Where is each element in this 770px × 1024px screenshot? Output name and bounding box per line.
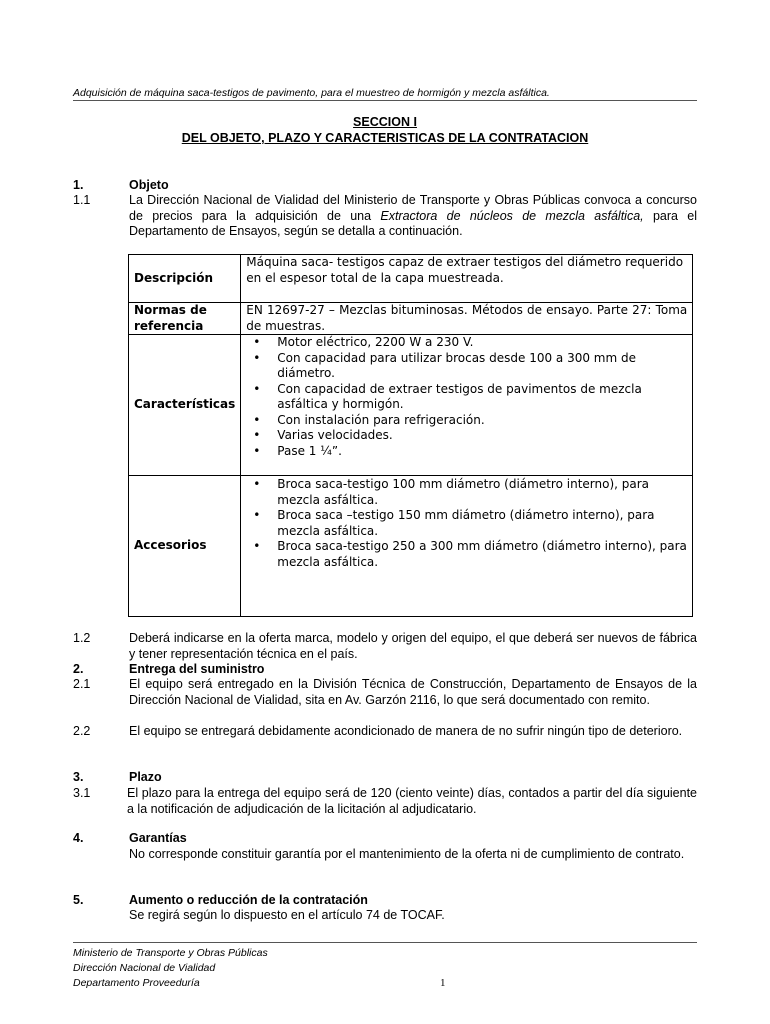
section-5-number: 5. [73, 893, 84, 907]
clause-1-1-text-a: La Dirección Nacional de Vialidad del Ministerio de Transporte y Obras Públicas convoca a concurso de precios para la adquisición de una [129, 193, 697, 223]
list-item: • Pase 1 ¼”. [277, 444, 687, 460]
section-3-number: 3. [73, 770, 84, 784]
clause-1-2-number: 1.2 [73, 631, 91, 645]
section-4-number: 4. [73, 831, 84, 845]
accessories-list [246, 477, 687, 570]
page-number: 1 [440, 977, 446, 989]
clause-2-1-text: El equipo será entregado en la División Técnica de Construcción, Departamento de Ensayos de la Dirección Nacional de Vialidad, sita en Av. Garzón 2116, lo que será documentado con remito. [129, 677, 697, 707]
section-5-title: Aumento o reducción de la contratación [129, 893, 368, 907]
clause-1-1-text-b: para el Departamento de Ensayos, según se detalla a continuación. [129, 208, 697, 238]
footer-ministry: Ministerio de Transporte y Obras Públicas [73, 947, 268, 959]
list-item: • Broca saca –testigo 150 mm diámetro (diámetro interno), para mezcla asfáltica. [277, 508, 687, 539]
clause-1-1-emphasis: Extractora de núcleos de mezcla asfáltica, [380, 208, 644, 223]
list-item: • Motor eléctrico, 2200 W a 230 V. [277, 335, 687, 351]
description-value: Máquina saca- testigos capaz de extraer testigos del diámetro requerido en el espesor total de la capa muestreada. [241, 255, 693, 303]
list-item: • Con capacidad para utilizar brocas desde 100 a 300 mm de diámetro. [277, 351, 687, 382]
clause-2-2-number: 2.2 [73, 724, 91, 738]
list-item: • Con instalación para refrigeración. [277, 413, 687, 429]
table-row-standards [129, 303, 693, 335]
characteristics-label: Características [129, 335, 241, 476]
characteristics-value [241, 335, 693, 476]
section-2-number: 2. [73, 662, 84, 676]
section-title: SECCION I [353, 115, 417, 129]
header-rule [73, 100, 697, 101]
clause-1-1-text [129, 193, 697, 240]
section-5-text: Se regirá según lo dispuesto en el artículo 74 de TOCAF. [129, 908, 445, 922]
section-3-title: Plazo [129, 770, 162, 784]
clause-3-1-number: 3.1 [73, 786, 91, 800]
section-subtitle: DEL OBJETO, PLAZO Y CARACTERISTICAS DE LA CONTRATACION [181, 131, 589, 145]
table-row-accessories [129, 476, 693, 617]
clause-2-2-text: El equipo se entregará debidamente acondicionado de manera de no sufrir ningún tipo de deterioro. [129, 724, 683, 738]
section-4-title: Garantías [129, 831, 187, 845]
standards-label: Normas de referencia [129, 303, 241, 335]
list-item: • Broca saca-testigo 100 mm diámetro (diámetro interno), para mezcla asfáltica. [277, 477, 687, 508]
specs-table [128, 254, 693, 617]
clause-1-2-text: Deberá indicarse en la oferta marca, modelo y origen del equipo, el que deberá ser nuevos de fábrica y tener representación técnica en el país. [129, 631, 697, 661]
clause-3-1-text: El plazo para la entrega del equipo será de 120 (ciento veinte) días, contados a partir del día siguiente a la notificación de adjudicación de la licitación al adjudicatario. [127, 786, 697, 816]
description-label: Descripción [129, 255, 241, 303]
characteristics-list [246, 335, 687, 459]
clause-1-1-number: 1.1 [73, 193, 91, 207]
footer-rule [73, 942, 697, 943]
accessories-value [241, 476, 693, 617]
table-row-description [129, 255, 693, 303]
clause-2-1-number: 2.1 [73, 677, 91, 691]
footer-department: Departamento Proveeduría [73, 977, 200, 989]
table-row-characteristics [129, 335, 693, 476]
section-1-title: Objeto [129, 178, 169, 192]
section-1-number: 1. [73, 178, 84, 192]
list-item: • Varias velocidades. [277, 428, 687, 444]
standards-value: EN 12697-27 – Mezclas bituminosas. Métodos de ensayo. Parte 27: Toma de muestras. [241, 303, 693, 335]
list-item: • Broca saca-testigo 250 a 300 mm diámetro (diámetro interno), para mezcla asfáltica. [277, 539, 687, 570]
footer-directorate: Dirección Nacional de Vialidad [73, 962, 216, 974]
accessories-label: Accesorios [129, 476, 241, 617]
list-item: • Con capacidad de extraer testigos de pavimentos de mezcla asfáltica y hormigón. [277, 382, 687, 413]
section-2-title: Entrega del suministro [129, 662, 265, 676]
running-header: Adquisición de máquina saca-testigos de pavimento, para el muestreo de hormigón y mezcla asfáltica. [73, 87, 550, 99]
section-4-text: No corresponde constituir garantía por el mantenimiento de la oferta ni de cumplimiento de contrato. [129, 847, 685, 861]
